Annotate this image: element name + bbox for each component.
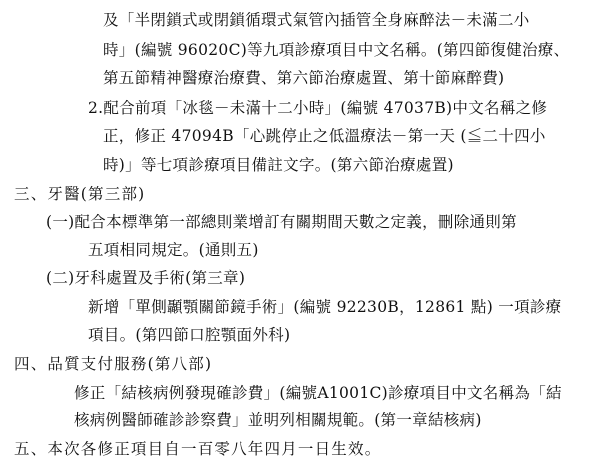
section-heading: 五、本次各修正項目自一百零八年四月一日生效。 [14,440,382,458]
section-heading: 三、牙醫(第三部) [14,185,146,203]
section-heading: 四、品質支付服務(第八部) [14,355,213,373]
text-line: 及「半閉鎖式或閉鎖循環式氣管內插管全身麻醉法－未滿二小 [103,11,530,29]
text-line: (一)配合本標準第一部總則業增訂有關期間天數之定義，刪除通則第 [46,213,517,231]
text-line: 2.配合前項「冰毯－未滿十二小時」(編號 47037B)中文名稱之修 [88,99,548,117]
text-line: 五項相同規定。(通則五) [88,241,259,259]
subsection-heading: (二)牙科處置及手術(第三章) [46,269,246,287]
text-line: 時」(編號 96020C)等九項診療項目中文名稱。(第四節復健治療、 [103,41,570,59]
text-line: 第五節精神醫療治療費、第六節治療處置、第十節麻醉費) [103,69,505,87]
text-line: 核病例醫師確診診察費」並明列相關規範。(第一章結核病) [74,411,482,429]
text-line: 正，修正 47094B「心跳停止之低溫療法－第一天 (≦二十四小 [103,127,546,145]
text-line: 修正「結核病例發現確診費」(編號A1001C)診療項目中文名稱為「結 [74,384,562,402]
text-line: 項目。(第四節口腔顎面外科) [88,326,291,344]
text-line: 新增「單側顳顎關節鏡手術」(編號 92230B，12861 點) 一項診療 [88,298,562,316]
text-line: 時)」等七項診療項目備註文字。(第六節治療處置) [103,156,454,174]
